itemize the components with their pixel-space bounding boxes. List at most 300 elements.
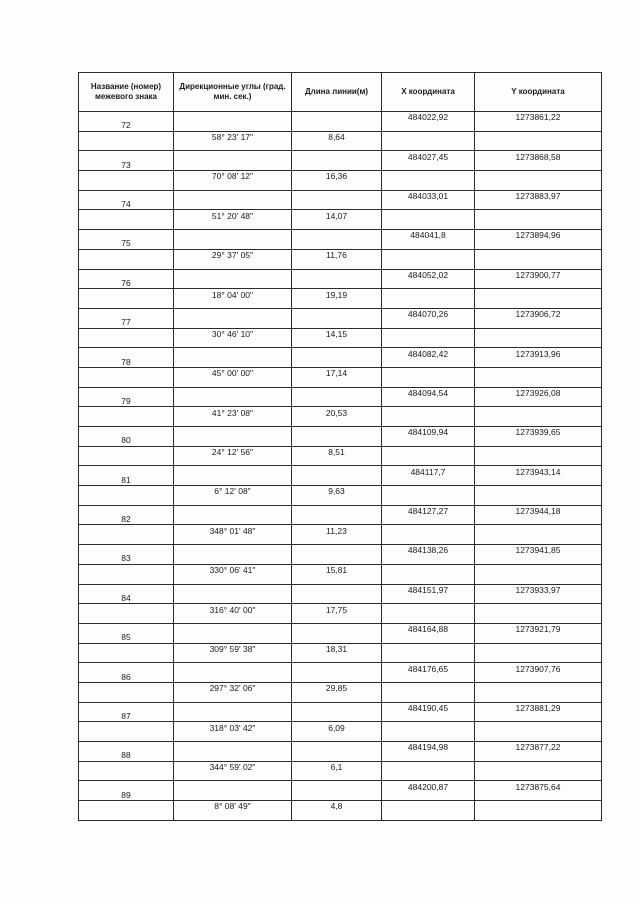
segment-y-cell [475, 604, 602, 624]
segment-number-cell [79, 761, 174, 781]
y-coordinate-cell-text: 1273875,64 [515, 781, 561, 792]
x-coordinate-cell [382, 112, 475, 132]
y-coordinate-cell [475, 623, 602, 643]
header-y: Y координата [475, 73, 602, 112]
segment-number-cell [79, 643, 174, 663]
segment-x-cell [382, 761, 475, 781]
line-length-cell [292, 407, 382, 427]
point-length-cell [292, 308, 382, 328]
point-number-cell [79, 505, 174, 525]
point-number-cell-text: 74 [121, 199, 131, 210]
point-number-cell-text: 80 [121, 435, 131, 446]
point-angle-cell [174, 269, 292, 289]
point-number-cell-text: 86 [121, 671, 131, 682]
line-length-cell-text: 8,51 [328, 447, 345, 458]
point-length-cell [292, 151, 382, 171]
y-coordinate-cell [475, 269, 602, 289]
line-length-cell [292, 210, 382, 230]
point-number-cell-text: 89 [121, 789, 131, 800]
point-length-cell [292, 230, 382, 250]
line-length-cell-text: 4,8 [330, 801, 343, 812]
direction-angle-cell [174, 210, 292, 230]
x-coordinate-cell-text: 484117,7 [410, 466, 446, 477]
segment-y-cell [475, 367, 602, 387]
x-coordinate-cell-text: 484194,98 [407, 742, 449, 753]
y-coordinate-cell-text: 1273868,58 [515, 151, 561, 162]
point-row [79, 505, 602, 525]
point-number-cell-text: 79 [121, 395, 131, 406]
point-number-cell-text: 73 [121, 159, 131, 170]
y-coordinate-cell [475, 466, 602, 486]
x-coordinate-cell [382, 151, 475, 171]
y-coordinate-cell-text: 1273926,08 [515, 387, 561, 398]
segment-y-cell [475, 525, 602, 545]
segment-row [79, 525, 602, 545]
segment-x-cell [382, 446, 475, 466]
point-number-cell [79, 190, 174, 210]
y-coordinate-cell [475, 663, 602, 683]
line-length-cell-text: 6,1 [330, 762, 343, 773]
point-number-cell [79, 742, 174, 762]
segment-row [79, 564, 602, 584]
y-coordinate-cell [475, 190, 602, 210]
segment-x-cell [382, 131, 475, 151]
segment-x-cell [382, 643, 475, 663]
x-coordinate-cell-text: 484033,01 [407, 191, 449, 202]
x-coordinate-cell [382, 584, 475, 604]
x-coordinate-cell [382, 308, 475, 328]
x-coordinate-cell [382, 623, 475, 643]
segment-number-cell [79, 367, 174, 387]
direction-angle-cell [174, 682, 292, 702]
point-number-cell-text: 81 [121, 474, 131, 485]
point-angle-cell [174, 702, 292, 722]
header-row [79, 73, 602, 112]
direction-angle-cell [174, 289, 292, 309]
x-coordinate-cell [382, 663, 475, 683]
segment-number-cell [79, 604, 174, 624]
x-coordinate-cell-text: 484151,97 [407, 584, 449, 595]
y-coordinate-cell-text: 1273933,97 [515, 584, 561, 595]
segment-y-cell [475, 407, 602, 427]
point-length-cell [292, 190, 382, 210]
x-coordinate-cell [382, 702, 475, 722]
direction-angle-cell [174, 328, 292, 348]
line-length-cell [292, 525, 382, 545]
line-length-cell-text: 16,36 [325, 171, 348, 182]
segment-row [79, 407, 602, 427]
segment-y-cell [475, 289, 602, 309]
segment-row [79, 367, 602, 387]
x-coordinate-cell [382, 348, 475, 368]
point-row [79, 702, 602, 722]
segment-number-cell [79, 722, 174, 742]
x-coordinate-cell [382, 269, 475, 289]
line-length-cell [292, 564, 382, 584]
direction-angle-cell [174, 604, 292, 624]
segment-row [79, 722, 602, 742]
segment-x-cell [382, 682, 475, 702]
line-length-cell [292, 171, 382, 191]
segment-number-cell [79, 446, 174, 466]
point-number-cell [79, 230, 174, 250]
x-coordinate-cell-text: 484176,65 [407, 663, 449, 674]
segment-x-cell [382, 722, 475, 742]
line-length-cell [292, 761, 382, 781]
point-row [79, 623, 602, 643]
x-coordinate-cell [382, 190, 475, 210]
line-length-cell-text: 29,85 [325, 683, 348, 694]
direction-angle-cell-text: 297° 32' 06" [209, 683, 256, 694]
x-coordinate-cell-text: 484200,87 [407, 781, 449, 792]
point-row [79, 112, 602, 132]
direction-angle-cell [174, 367, 292, 387]
line-length-cell-text: 14,07 [325, 210, 348, 221]
direction-angle-cell-text: 318° 03' 42" [209, 722, 256, 733]
point-row [79, 387, 602, 407]
point-number-cell-text: 82 [121, 514, 131, 525]
line-length-cell [292, 801, 382, 821]
table-body [79, 112, 602, 821]
point-angle-cell [174, 623, 292, 643]
y-coordinate-cell [475, 781, 602, 801]
point-length-cell [292, 663, 382, 683]
segment-number-cell [79, 249, 174, 269]
direction-angle-cell-text: 18° 04' 00" [211, 289, 254, 300]
segment-x-cell [382, 328, 475, 348]
direction-angle-cell-text: 45° 00' 00" [211, 368, 254, 379]
segment-y-cell [475, 249, 602, 269]
y-coordinate-cell-text: 1273921,79 [515, 624, 561, 635]
segment-y-cell [475, 643, 602, 663]
y-coordinate-cell [475, 545, 602, 565]
point-length-cell [292, 427, 382, 447]
direction-angle-cell-text: 309° 59' 38" [209, 643, 256, 654]
point-row [79, 308, 602, 328]
line-length-cell-text: 14,15 [325, 328, 348, 339]
point-number-cell [79, 269, 174, 289]
line-length-cell [292, 722, 382, 742]
direction-angle-cell-text: 41° 23' 08" [211, 407, 254, 418]
x-coordinate-cell-text: 484164,88 [407, 624, 449, 635]
point-number-cell-text: 78 [121, 356, 131, 367]
segment-x-cell [382, 486, 475, 506]
direction-angle-cell-text: 58° 23' 17" [211, 132, 254, 143]
segment-x-cell [382, 525, 475, 545]
direction-angle-cell-text: 24° 12' 56" [211, 447, 254, 458]
point-number-cell-text: 85 [121, 632, 131, 643]
line-length-cell-text: 18,31 [325, 643, 348, 654]
point-length-cell [292, 623, 382, 643]
x-coordinate-cell [382, 466, 475, 486]
segment-y-cell [475, 486, 602, 506]
direction-angle-cell-text: 6° 12' 08" [214, 486, 251, 497]
line-length-cell-text: 8,64 [328, 132, 345, 143]
y-coordinate-cell-text: 1273941,85 [515, 545, 561, 556]
point-angle-cell [174, 545, 292, 565]
header-angle: Дирекционные углы (град. мин. сек.) [174, 73, 292, 112]
point-number-cell [79, 781, 174, 801]
direction-angle-cell-text: 348° 01' 48" [209, 525, 256, 536]
line-length-cell [292, 446, 382, 466]
point-length-cell [292, 348, 382, 368]
point-length-cell [292, 269, 382, 289]
point-number-cell-text: 88 [121, 750, 131, 761]
y-coordinate-cell-text: 1273877,22 [515, 742, 561, 753]
point-number-cell-text: 84 [121, 592, 131, 603]
segment-y-cell [475, 210, 602, 230]
point-length-cell [292, 545, 382, 565]
direction-angle-cell [174, 564, 292, 584]
segment-number-cell [79, 289, 174, 309]
direction-angle-cell-text: 30° 46' 10" [211, 328, 254, 339]
point-number-cell [79, 584, 174, 604]
point-angle-cell [174, 742, 292, 762]
point-angle-cell [174, 190, 292, 210]
point-row [79, 584, 602, 604]
x-coordinate-cell-text: 484190,45 [407, 702, 449, 713]
direction-angle-cell-text: 316° 40' 00" [209, 604, 256, 615]
point-row [79, 466, 602, 486]
segment-y-cell [475, 761, 602, 781]
y-coordinate-cell [475, 702, 602, 722]
line-length-cell-text: 17,75 [325, 604, 348, 615]
line-length-cell [292, 249, 382, 269]
line-length-cell [292, 604, 382, 624]
direction-angle-cell-text: 51° 20' 48" [211, 210, 254, 221]
point-angle-cell [174, 505, 292, 525]
segment-row [79, 682, 602, 702]
point-angle-cell [174, 781, 292, 801]
x-coordinate-cell [382, 545, 475, 565]
direction-angle-cell [174, 131, 292, 151]
line-length-cell [292, 289, 382, 309]
segment-row [79, 643, 602, 663]
header-number: Название (номер) межевого знака [79, 73, 174, 112]
line-length-cell-text: 19,19 [325, 289, 348, 300]
segment-number-cell [79, 171, 174, 191]
point-length-cell [292, 702, 382, 722]
x-coordinate-cell-text: 484109,94 [407, 427, 449, 438]
point-row [79, 190, 602, 210]
point-number-cell-text: 83 [121, 553, 131, 564]
point-row [79, 348, 602, 368]
x-coordinate-cell [382, 387, 475, 407]
point-angle-cell [174, 230, 292, 250]
point-angle-cell [174, 151, 292, 171]
direction-angle-cell [174, 761, 292, 781]
segment-number-cell [79, 210, 174, 230]
segment-y-cell [475, 801, 602, 821]
x-coordinate-cell [382, 781, 475, 801]
segment-number-cell [79, 564, 174, 584]
boundary-coordinates-table [78, 72, 602, 821]
segment-number-cell [79, 682, 174, 702]
y-coordinate-cell-text: 1273907,76 [515, 663, 561, 674]
segment-row [79, 604, 602, 624]
point-number-cell-text: 72 [121, 120, 131, 131]
segment-number-cell [79, 131, 174, 151]
direction-angle-cell [174, 643, 292, 663]
y-coordinate-cell-text: 1273913,96 [515, 348, 561, 359]
line-length-cell-text: 20,53 [325, 407, 348, 418]
segment-row [79, 761, 602, 781]
point-length-cell [292, 584, 382, 604]
point-row [79, 269, 602, 289]
point-row [79, 427, 602, 447]
y-coordinate-cell [475, 112, 602, 132]
point-number-cell [79, 545, 174, 565]
segment-row [79, 210, 602, 230]
segment-number-cell [79, 407, 174, 427]
point-number-cell-text: 87 [121, 710, 131, 721]
segment-y-cell [475, 722, 602, 742]
point-number-cell [79, 112, 174, 132]
direction-angle-cell-text: 344° 59' 02" [209, 762, 256, 773]
segment-number-cell [79, 328, 174, 348]
point-angle-cell [174, 308, 292, 328]
x-coordinate-cell-text: 484094,54 [407, 387, 449, 398]
point-length-cell [292, 505, 382, 525]
segment-row [79, 289, 602, 309]
point-angle-cell [174, 112, 292, 132]
segment-row [79, 446, 602, 466]
y-coordinate-cell-text: 1273906,72 [515, 309, 561, 320]
direction-angle-cell [174, 407, 292, 427]
segment-x-cell [382, 564, 475, 584]
point-number-cell-text: 77 [121, 317, 131, 328]
point-angle-cell [174, 466, 292, 486]
point-angle-cell [174, 663, 292, 683]
x-coordinate-cell [382, 230, 475, 250]
segment-y-cell [475, 682, 602, 702]
header-length: Длина линии(м) [292, 73, 382, 112]
y-coordinate-cell [475, 387, 602, 407]
line-length-cell-text: 9,63 [328, 486, 345, 497]
line-length-cell [292, 486, 382, 506]
segment-x-cell [382, 210, 475, 230]
x-coordinate-cell-text: 484070,26 [407, 309, 449, 320]
y-coordinate-cell-text: 1273944,18 [515, 506, 561, 517]
direction-angle-cell [174, 446, 292, 466]
direction-angle-cell-text: 8° 08' 49" [214, 801, 251, 812]
direction-angle-cell-text: 70° 08' 12" [211, 171, 254, 182]
y-coordinate-cell-text: 1273900,77 [515, 269, 561, 280]
direction-angle-cell [174, 525, 292, 545]
line-length-cell-text: 11,76 [326, 250, 347, 261]
segment-x-cell [382, 249, 475, 269]
y-coordinate-cell [475, 505, 602, 525]
segment-row [79, 131, 602, 151]
x-coordinate-cell-text: 484138,26 [407, 545, 449, 556]
x-coordinate-cell [382, 742, 475, 762]
point-length-cell [292, 781, 382, 801]
segment-y-cell [475, 564, 602, 584]
line-length-cell [292, 367, 382, 387]
y-coordinate-cell [475, 742, 602, 762]
y-coordinate-cell [475, 308, 602, 328]
point-angle-cell [174, 584, 292, 604]
y-coordinate-cell [475, 427, 602, 447]
point-row [79, 663, 602, 683]
point-number-cell [79, 623, 174, 643]
segment-y-cell [475, 171, 602, 191]
line-length-cell-text: 11,23 [326, 525, 347, 536]
line-length-cell [292, 131, 382, 151]
point-number-cell [79, 348, 174, 368]
point-row [79, 781, 602, 801]
segment-row [79, 249, 602, 269]
segment-x-cell [382, 801, 475, 821]
x-coordinate-cell-text: 484082,42 [407, 348, 449, 359]
x-coordinate-cell-text: 484041,8 [410, 230, 446, 241]
direction-angle-cell [174, 171, 292, 191]
direction-angle-cell [174, 486, 292, 506]
point-angle-cell [174, 427, 292, 447]
segment-row [79, 171, 602, 191]
x-coordinate-cell-text: 484027,45 [407, 151, 449, 162]
x-coordinate-cell-text: 484022,92 [407, 112, 449, 123]
y-coordinate-cell-text: 1273939,65 [515, 427, 561, 438]
point-number-cell [79, 151, 174, 171]
point-length-cell [292, 112, 382, 132]
point-length-cell [292, 742, 382, 762]
y-coordinate-cell-text: 1273881,29 [515, 702, 561, 713]
x-coordinate-cell-text: 484052,02 [407, 269, 449, 280]
point-number-cell [79, 308, 174, 328]
point-row [79, 151, 602, 171]
point-number-cell [79, 466, 174, 486]
line-length-cell [292, 328, 382, 348]
y-coordinate-cell-text: 1273894,96 [515, 230, 561, 241]
point-number-cell-text: 76 [121, 277, 131, 288]
y-coordinate-cell-text: 1273883,97 [515, 191, 561, 202]
segment-row [79, 486, 602, 506]
y-coordinate-cell [475, 230, 602, 250]
segment-number-cell [79, 801, 174, 821]
segment-x-cell [382, 289, 475, 309]
segment-y-cell [475, 131, 602, 151]
point-angle-cell [174, 387, 292, 407]
segment-row [79, 328, 602, 348]
direction-angle-cell-text: 29° 37' 05" [211, 250, 254, 261]
point-length-cell [292, 466, 382, 486]
point-row [79, 545, 602, 565]
segment-x-cell [382, 407, 475, 427]
y-coordinate-cell [475, 151, 602, 171]
x-coordinate-cell [382, 427, 475, 447]
line-length-cell-text: 15,81 [325, 565, 348, 576]
direction-angle-cell [174, 801, 292, 821]
line-length-cell [292, 643, 382, 663]
line-length-cell-text: 6,09 [328, 722, 345, 733]
direction-angle-cell [174, 722, 292, 742]
segment-x-cell [382, 367, 475, 387]
point-number-cell [79, 427, 174, 447]
segment-y-cell [475, 446, 602, 466]
y-coordinate-cell-text: 1273861,22 [515, 112, 561, 123]
segment-row [79, 801, 602, 821]
segment-x-cell [382, 604, 475, 624]
segment-number-cell [79, 486, 174, 506]
x-coordinate-cell-text: 484127,27 [407, 506, 449, 517]
segment-number-cell [79, 525, 174, 545]
line-length-cell-text: 17,14 [325, 368, 348, 379]
point-number-cell [79, 702, 174, 722]
point-angle-cell [174, 348, 292, 368]
segment-x-cell [382, 171, 475, 191]
point-number-cell [79, 663, 174, 683]
